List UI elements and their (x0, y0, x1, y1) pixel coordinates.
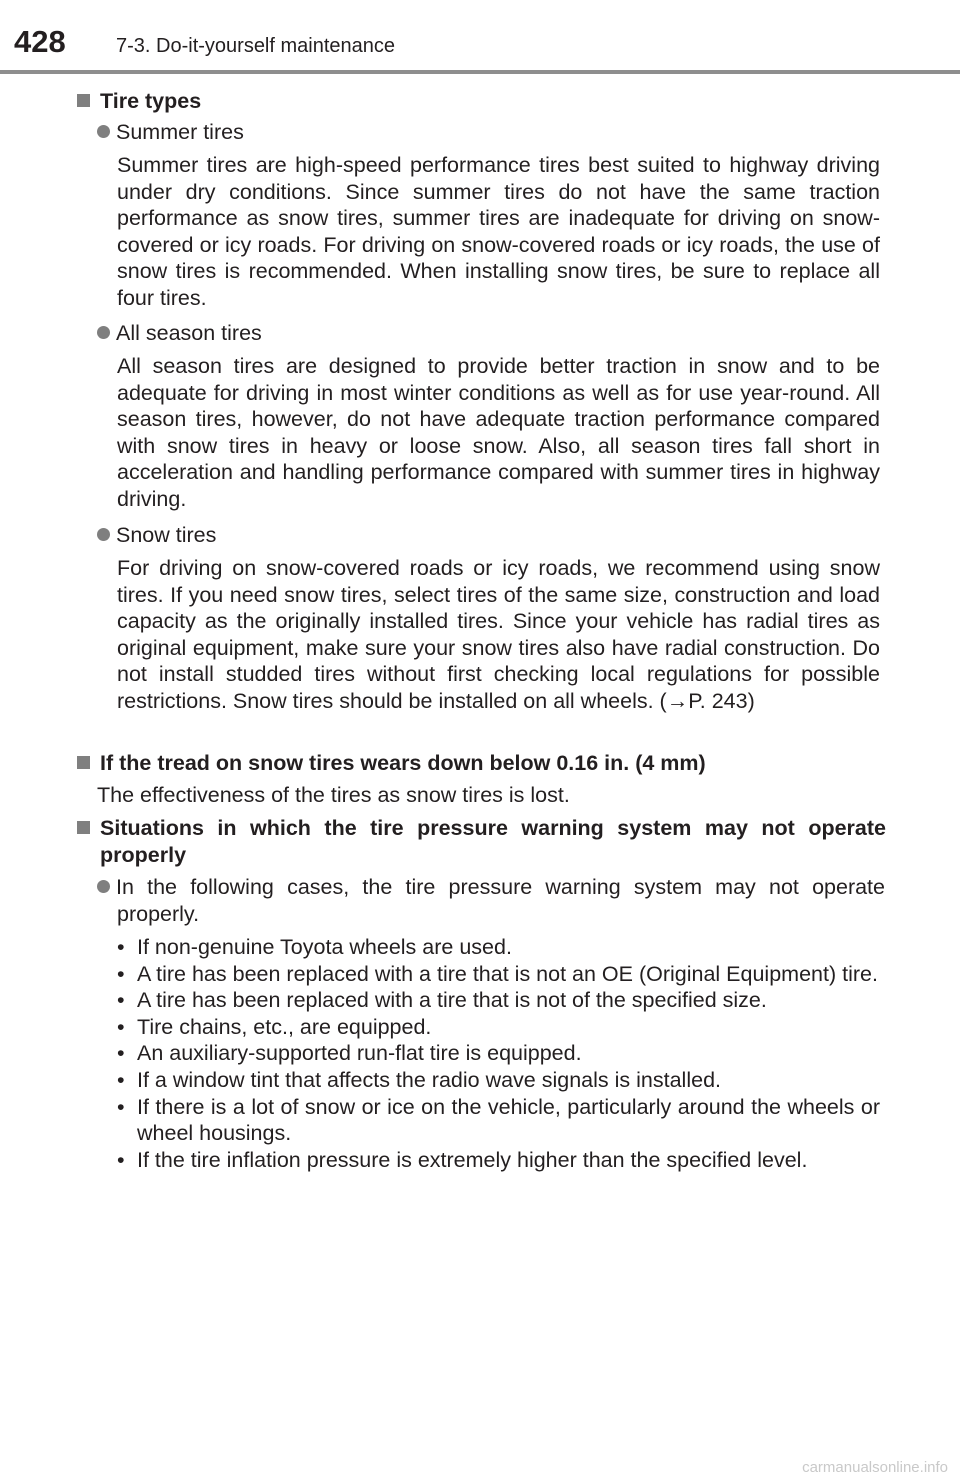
bullet-all-season-tires: All season tires (97, 320, 885, 347)
tpws-case-list (117, 934, 880, 1173)
round-bullet-icon (97, 326, 110, 339)
round-bullet-icon (97, 880, 110, 893)
snow-tires-text: For driving on snow-covered roads or icy roads, we recommend using snow tires. If you need snow tires, select tires of the same size, construction and load capacity as the originally installed tires. Since your vehicle has radial tires as original equipment, make sure your snow tires also have radial construction. Do not install studded tires without first checking local regulations for possible restrictions. Snow tires should be installed on all wheels. (→P. 243) (117, 556, 880, 713)
square-bullet-icon (77, 756, 90, 769)
list-item: • If there is a lot of snow or ice on the vehicle, particularly around the wheels or wheel housings. (117, 1094, 880, 1147)
all-season-tires-text: All season tires are designed to provide better traction in snow and to be adequate for driving in most winter conditions as well as for use year-round. All season tires, however, do not have adequate traction performance compared with snow tires in heavy or loose snow. Also, all season tires fall short in acceleration and handling performance compared with summer tires in highway driving. (117, 354, 880, 511)
watermark: carmanualsonline.info (802, 1459, 948, 1476)
list-item: • If non-genuine Toyota wheels are used. (117, 934, 880, 961)
list-item: • A tire has been replaced with a tire that is not of the specified size. (117, 987, 880, 1014)
section-heading-tpws: Situations in which the tire pressure warning system may not operate properly (77, 815, 886, 869)
section-heading-tread: If the tread on snow tires wears down below 0.16 in. (4 mm) (77, 750, 885, 777)
list-item: • If a window tint that affects the radio wave signals is installed. (117, 1067, 880, 1094)
chapter-title: 7-3. Do-it-yourself maintenance (116, 35, 396, 57)
bullet-summer-tires: Summer tires (97, 119, 885, 146)
list-item: • If the tire inflation pressure is extremely higher than the specified level. (117, 1147, 880, 1174)
square-bullet-icon (77, 821, 90, 834)
page-header (0, 0, 960, 76)
header-rule (0, 70, 960, 74)
tread-text: The effectiveness of the tires as snow tires is lost. (97, 783, 570, 807)
summer-tires-text: Summer tires are high-speed performance tires best suited to highway driving under dry conditions. Since summer tires do not have the same traction performance as snow tires, summer tires are inadequate for driving on snow-covered or icy roads. For driving on snow-covered roads or icy roads, the use of snow tires is recommended. When installing snow tires, be sure to replace all four tires. (117, 153, 880, 310)
round-bullet-icon (97, 125, 110, 138)
bullet-tpws-cases: In the following cases, the tire pressure warning system may not operate properly. (97, 874, 885, 928)
page-number: 428 (14, 24, 66, 59)
square-bullet-icon (77, 94, 90, 107)
list-item: • An auxiliary-supported run-flat tire is equipped. (117, 1040, 880, 1067)
bullet-snow-tires: Snow tires (97, 522, 885, 549)
list-item: • A tire has been replaced with a tire that is not an OE (Original Equipment) tire. (117, 961, 880, 988)
list-item: • Tire chains, etc., are equipped. (117, 1014, 880, 1041)
section-heading-tire-types: Tire types (77, 88, 885, 115)
round-bullet-icon (97, 528, 110, 541)
